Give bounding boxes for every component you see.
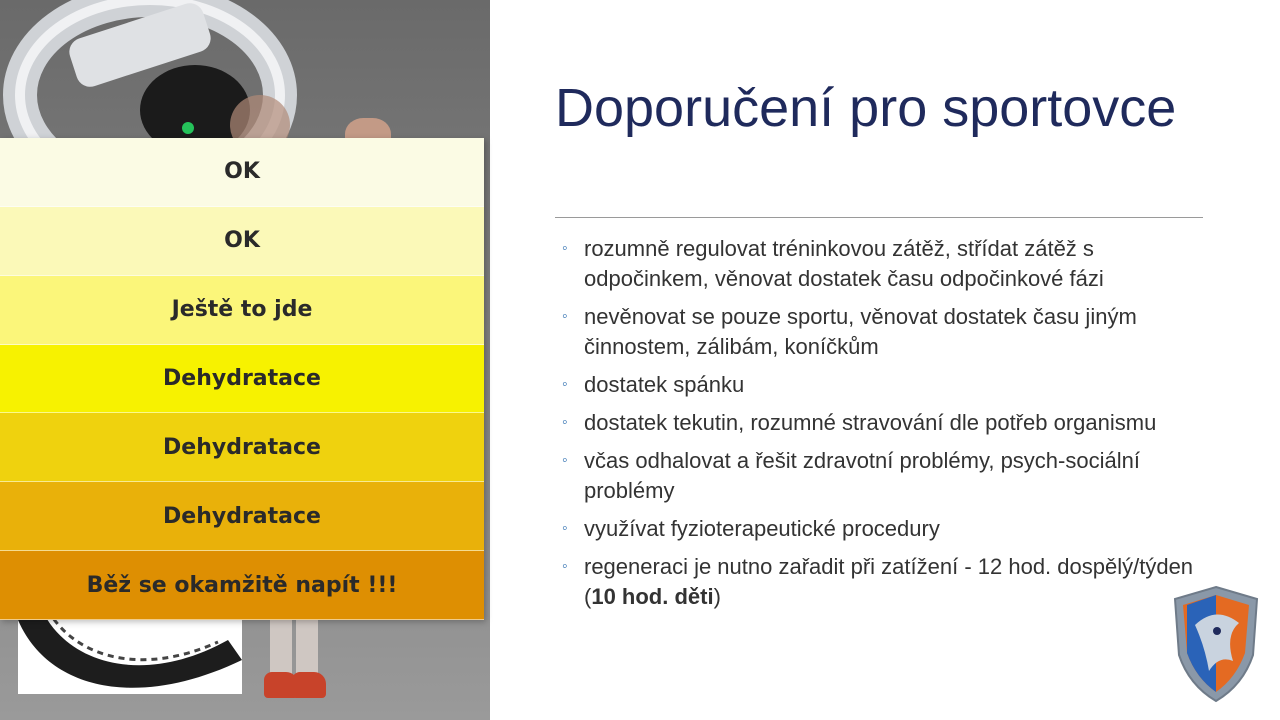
list-item [562,446,1202,506]
bullet-marker-icon: ◦ [562,558,568,575]
title-divider [555,217,1203,218]
hydration-level-row: Dehydratace [0,345,484,414]
bullet-marker-icon: ◦ [562,240,568,257]
bullet-marker-icon: ◦ [562,308,568,325]
hydration-level-row: OK [0,207,484,276]
hydration-level-row: Dehydratace [0,482,484,551]
list-item-text: rozumně regulovat tréninkovou zátěž, střídat zátěž s odpočinkem, věnovat dostatek času odpočinkové fázi [584,236,1104,291]
hydration-level-row: Běž se okamžitě napít !!! [0,551,484,620]
club-shield-logo [1173,585,1259,703]
hydration-level-row: OK [0,138,484,207]
list-item-text: včas odhalovat a řešit zdravotní problémy, psych-sociální problémy [584,448,1140,503]
hydration-color-chart [0,138,484,620]
list-item-text-regular: regeneraci je nutno zařadit při zatížení - 12 hod. dospělý/týden ( [584,554,1194,609]
list-item-text [584,554,1193,609]
list-item-text-bold: 10 hod. děti [591,584,714,609]
list-item [562,370,1202,400]
athlete-legs [262,610,322,720]
bullet-marker-icon: ◦ [562,376,568,393]
list-item [562,514,1202,544]
bullet-marker-icon: ◦ [562,414,568,431]
list-item-text: využívat fyzioterapeutické procedury [584,516,940,541]
list-item-text-regular: ) [713,584,721,609]
hydration-level-row: Dehydratace [0,413,484,482]
slide-title: Doporučení pro sportovce [555,78,1177,138]
list-item [562,234,1202,294]
list-item [562,302,1202,362]
recommendation-list [562,234,1202,620]
list-item-text: dostatek spánku [584,372,745,397]
list-item [562,552,1202,612]
list-item-text: dostatek tekutin, rozumné stravování dle potřeb organismu [584,410,1157,435]
list-item-text: nevěnovat se pouze sportu, věnovat dostatek času jiným činnostem, zálibám, koníčkům [584,304,1137,359]
bullet-marker-icon: ◦ [562,452,568,469]
bullet-marker-icon: ◦ [562,520,568,537]
hydration-level-row: Ještě to jde [0,276,484,345]
list-item [562,408,1202,438]
